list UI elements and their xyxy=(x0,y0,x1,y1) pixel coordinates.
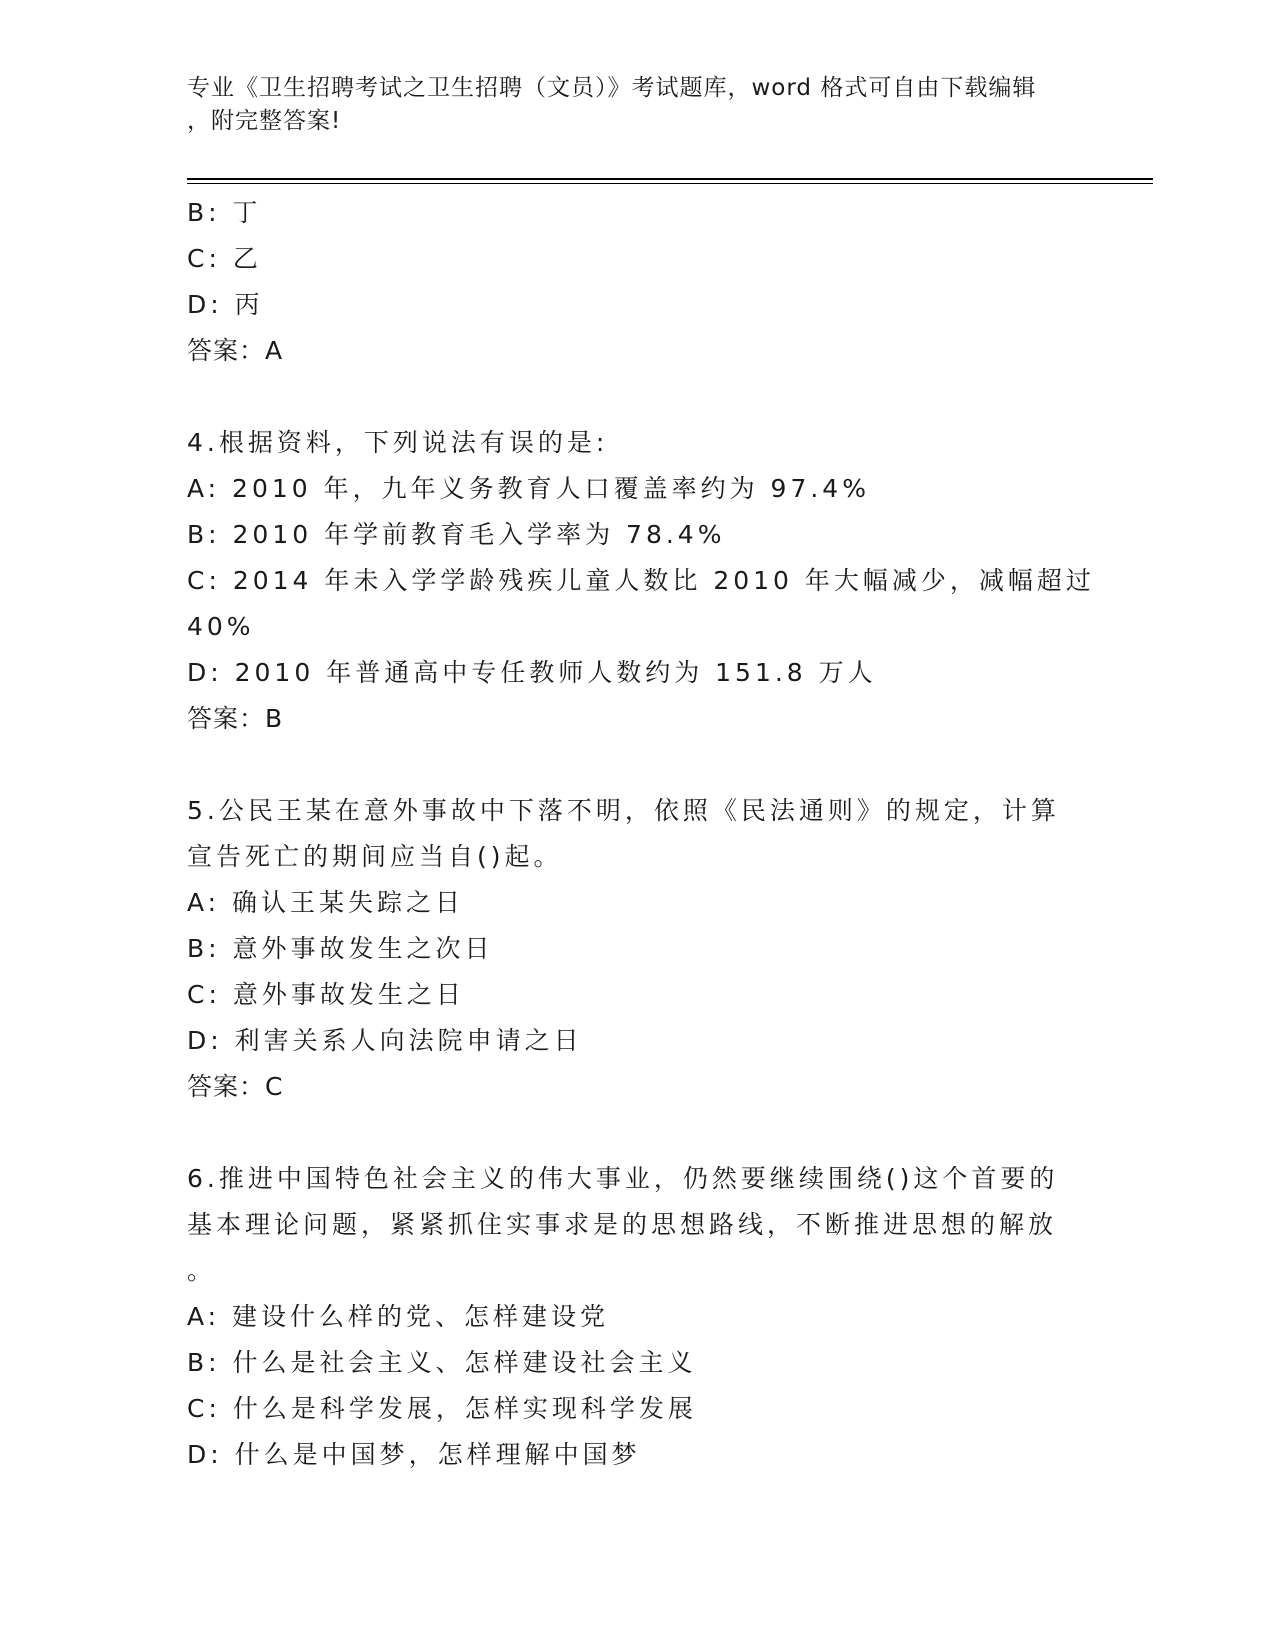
document-header xyxy=(187,72,1067,138)
header-rule-thick xyxy=(187,178,1153,180)
q5-option-b: B: 意外事故发生之次日 xyxy=(187,934,494,963)
spacer xyxy=(187,742,1087,788)
q4-option-c-line-1: C: 2014 年未入学学龄残疾儿童人数比 2010 年大幅减少，减幅超过 xyxy=(187,566,1095,595)
q6-option-d: D: 什么是中国梦，怎样理解中国梦 xyxy=(187,1440,641,1469)
q3-option-d: D: 丙 xyxy=(187,290,264,319)
q4-option-a: A: 2010 年，九年义务教育人口覆盖率约为 97.4% xyxy=(187,474,870,503)
q5-answer: 答案：C xyxy=(187,1072,284,1101)
q6-question-line-2: 基本理论问题，紧紧抓住实事求是的思想路线，不断推进思想的解放 xyxy=(187,1210,1058,1239)
q6-question-line-3: 。 xyxy=(187,1256,217,1285)
q6-option-a: A: 建设什么样的党、怎样建设党 xyxy=(187,1302,610,1331)
q6-option-b: B: 什么是社会主义、怎样建设社会主义 xyxy=(187,1348,697,1377)
q4-option-b: B: 2010 年学前教育毛入学率为 78.4% xyxy=(187,520,726,549)
question-content xyxy=(187,190,1095,1478)
q5-option-d: D: 利害关系人向法院申请之日 xyxy=(187,1026,583,1055)
q6-question-line-1: 6.推进中国特色社会主义的伟大事业，仍然要继续围绕()这个首要的 xyxy=(187,1164,1059,1193)
q5-option-c: C: 意外事故发生之日 xyxy=(187,980,465,1009)
q5-question-line-2: 宣告死亡的期间应当自()起。 xyxy=(187,842,563,871)
q3-answer: 答案：A xyxy=(187,336,284,365)
q4-question: 4.根据资料，下列说法有误的是: xyxy=(187,428,609,457)
spacer xyxy=(187,374,1087,420)
header-line-2: ，附完整答案! xyxy=(187,108,342,134)
q4-answer: 答案：B xyxy=(187,704,284,733)
q3-option-b: B: 丁 xyxy=(187,198,262,227)
q6-option-c: C: 什么是科学发展，怎样实现科学发展 xyxy=(187,1394,697,1423)
header-rule-thin xyxy=(187,183,1153,184)
q5-question-line-1: 5.公民王某在意外事故中下落不明，依照《民法通则》的规定，计算 xyxy=(187,796,1060,825)
q5-option-a: A: 确认王某失踪之日 xyxy=(187,888,465,917)
q3-option-c: C: 乙 xyxy=(187,244,262,273)
q4-option-d: D: 2010 年普通高中专任教师人数约为 151.8 万人 xyxy=(187,658,877,687)
header-line-1: 专业《卫生招聘考试之卫生招聘（文员）》考试题库，word 格式可自由下载编辑 xyxy=(187,75,1037,101)
spacer xyxy=(187,1110,1087,1156)
q4-option-c-line-2: 40% xyxy=(187,612,255,641)
